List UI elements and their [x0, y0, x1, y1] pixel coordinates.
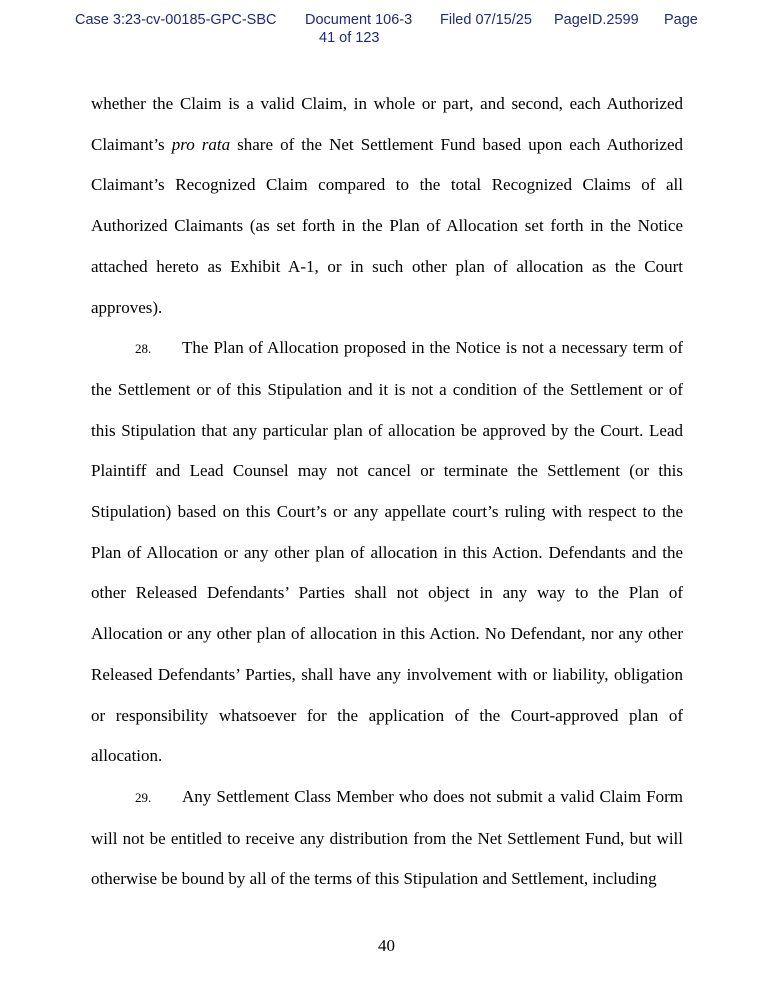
italic-term: pro rata: [171, 134, 231, 154]
continuation-text-end: share of the Net Settlement Fund based upon each Authorized Claimant’s Recognized Claim compared to the total Recognized Claims of all Authorized Claimants (as set forth in the Plan of Allocation set forth in the Notice attached hereto as Exhibit A-1, or in such other plan of allocation as the Court approves).: [91, 134, 683, 317]
page-number: 40: [378, 936, 395, 955]
court-filing-header: [0, 12, 773, 52]
filed-date: Filed 07/15/25: [440, 12, 532, 28]
continuation-paragraph: [91, 84, 683, 328]
document-page-count: 41 of 123: [319, 30, 380, 46]
paragraph-28: [91, 328, 683, 777]
paragraph-text: Any Settlement Class Member who does not submit a valid Claim Form will not be entitled to receive any distribution from the Net Settlement Fund, but will otherwise be bound by all of the terms of this Stipulation and Settlement, including: [91, 786, 683, 889]
document-body: [91, 84, 683, 900]
document-number: Document 106-3: [305, 12, 413, 28]
continuation-text-start: whether the Claim is a valid Claim, in whole or part, and second, each Authorized Claimant’s: [91, 94, 683, 154]
paragraph-text: The Plan of Allocation proposed in the Notice is not a necessary term of the Settlement or of this Stipulation and it is not a condition of the Settlement or of this Stipulation that any particular plan of allocation be approved by the Court. Lead Plaintiff and Lead Counsel may not cancel or terminate the Settlement (or this Stipulation) based on this Court’s or any appellate court’s ruling with respect to the Plan of Allocation or any other plan of allocation in this Action. Defendants and the other Released Defendants’ Parties shall not object in any way to the Plan of Allocation or any other plan of allocation in this Action. No Defendant, nor any other Released Defendants’ Parties, shall have any involvement with or liability, obligation or responsibility whatsoever for the application of the Court-approved plan of allocation.: [91, 338, 683, 766]
page-id: PageID.2599: [554, 12, 639, 28]
case-number: Case 3:23-cv-00185-GPC-SBC: [75, 12, 277, 28]
page-label: Page: [664, 12, 698, 28]
paragraph-number: 29.: [135, 789, 152, 805]
paragraph-29: [91, 777, 683, 900]
paragraph-number: 28.: [135, 341, 152, 357]
